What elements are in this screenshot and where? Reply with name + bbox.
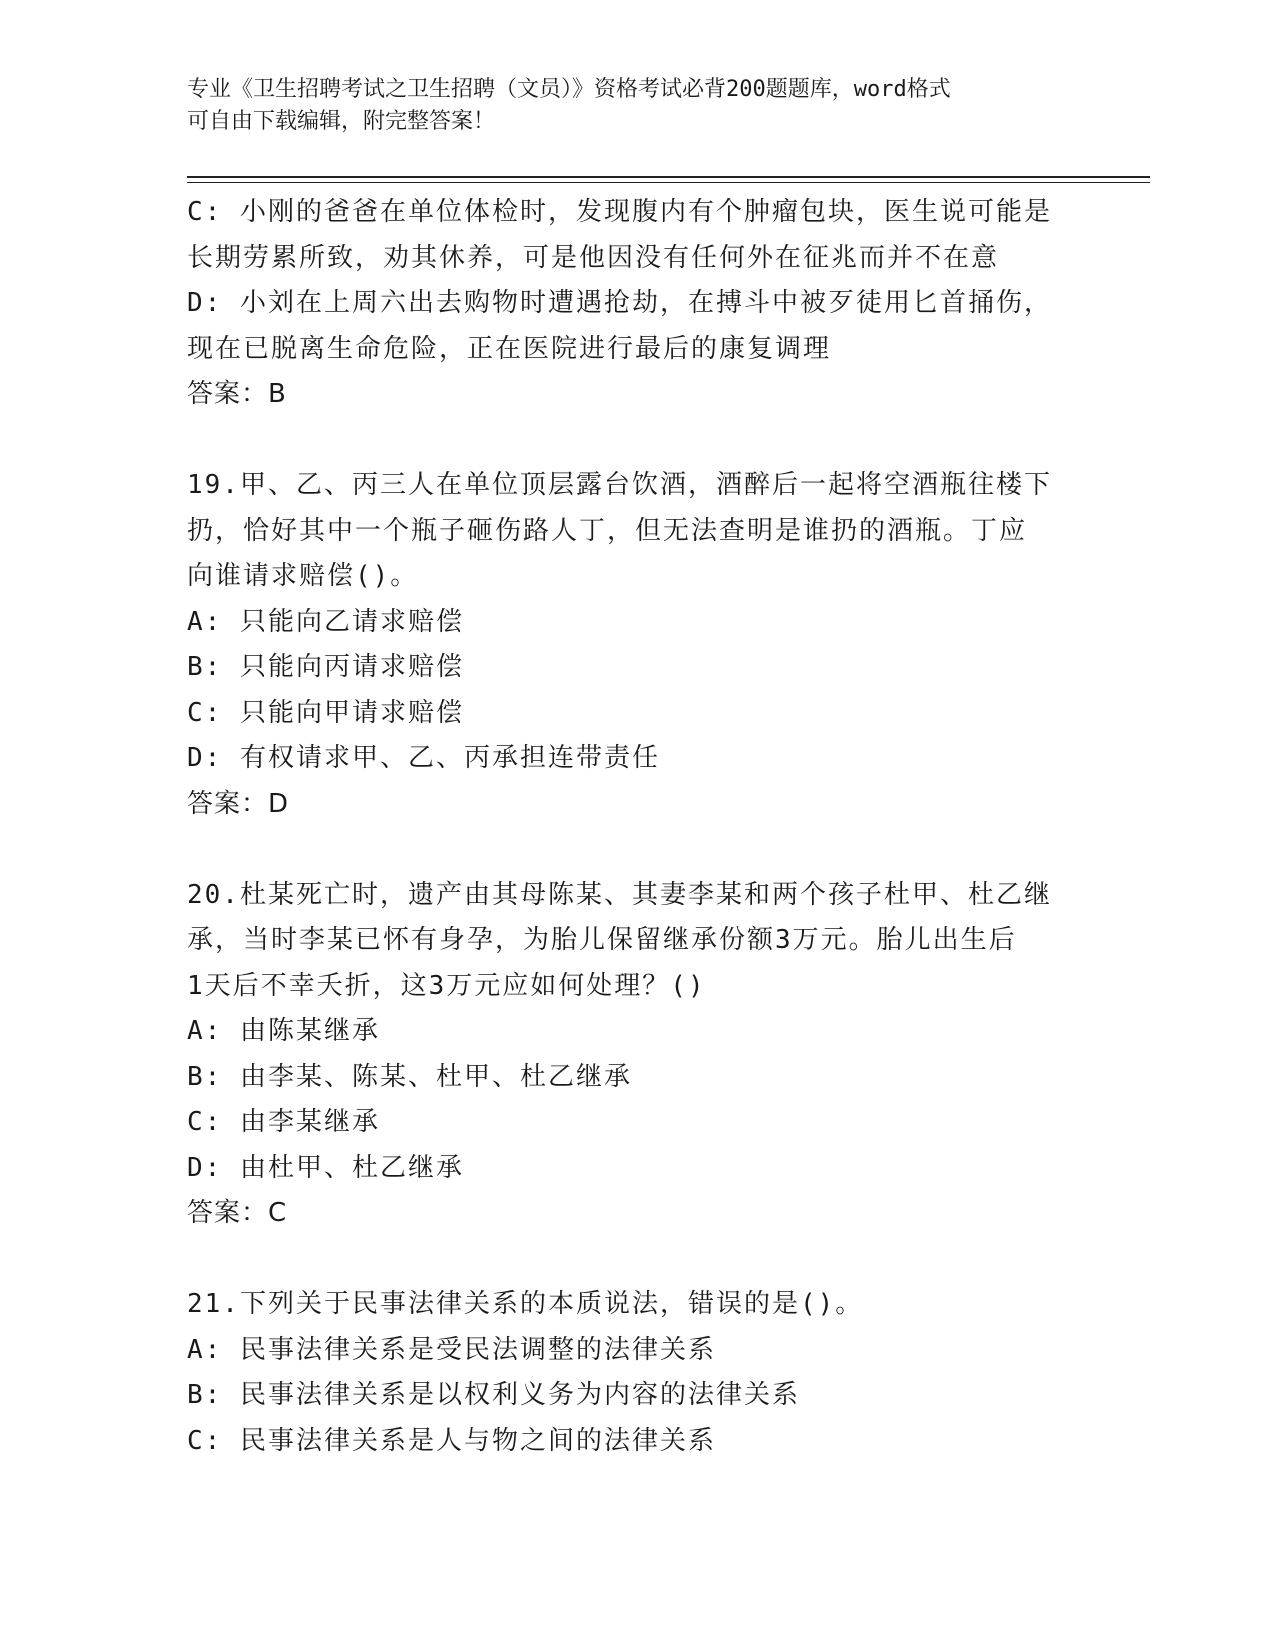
q18-option-d-line-1: D: 小刘在上周六出去购物时遭遇抢劫，在搏斗中被歹徒用匕首捅伤， xyxy=(187,288,1052,318)
spacer xyxy=(187,827,1087,873)
header-divider-thick xyxy=(187,176,1150,178)
header-title-line-1: 专业《卫生招聘考试之卫生招聘（文员）》资格考试必背200题题库，word格式 xyxy=(187,77,951,102)
q20-option-c: C: 由李某继承 xyxy=(187,1107,380,1137)
q20-answer: 答案：C xyxy=(187,1198,288,1228)
q18-option-c-line-1: C: 小刚的爸爸在单位体检时，发现腹内有个肿瘤包块，医生说可能是 xyxy=(187,197,1052,227)
question-20 xyxy=(187,873,1087,1237)
q21-option-a: A: 民事法律关系是受民法调整的法律关系 xyxy=(187,1334,716,1365)
q19-option-c: C: 只能向甲请求赔偿 xyxy=(187,697,464,728)
question-21 xyxy=(187,1282,1087,1464)
q19-option-d: D: 有权请求甲、乙、丙承担连带责任 xyxy=(187,743,660,773)
q20-stem-line-2: 承，当时李某已怀有身孕，为胎儿保留继承份额3万元。胎儿出生后 xyxy=(187,925,1017,955)
header-divider-thin xyxy=(187,182,1150,183)
q19-option-b: B: 只能向丙请求赔偿 xyxy=(187,652,464,682)
header-title-line-2: 可自由下载编辑，附完整答案！ xyxy=(187,109,496,134)
spacer xyxy=(187,418,1087,464)
q20-stem-line-1: 20.杜某死亡时，遗产由其母陈某、其妻李某和两个孩子杜甲、杜乙继 xyxy=(187,879,1052,910)
question-18 xyxy=(187,190,1087,418)
q20-stem-line-3: 1天后不幸夭折，这3万元应如何处理？() xyxy=(187,970,706,1001)
q20-option-d: D: 由杜甲、杜乙继承 xyxy=(187,1152,464,1183)
q19-stem-line-1: 19.甲、乙、丙三人在单位顶层露台饮酒，酒醉后一起将空酒瓶往楼下 xyxy=(187,470,1052,500)
q18-option-c-line-2: 长期劳累所致，劝其休养，可是他因没有任何外在征兆而并不在意 xyxy=(187,242,1000,273)
q21-option-b: B: 民事法律关系是以权利义务为内容的法律关系 xyxy=(187,1380,800,1410)
document-header xyxy=(187,74,1067,138)
q19-option-a: A: 只能向乙请求赔偿 xyxy=(187,606,464,637)
q18-answer: 答案：B xyxy=(187,379,287,409)
spacer xyxy=(187,1237,1087,1283)
q21-option-c: C: 民事法律关系是人与物之间的法律关系 xyxy=(187,1425,716,1456)
q18-option-d-line-2: 现在已脱离生命危险，正在医院进行最后的康复调理 xyxy=(187,333,832,364)
question-19 xyxy=(187,463,1087,827)
q21-stem-line-1: 21.下列关于民事法律关系的本质说法，错误的是()。 xyxy=(187,1289,864,1319)
q19-answer: 答案：D xyxy=(187,788,290,819)
q19-stem-line-3: 向谁请求赔偿()。 xyxy=(187,561,419,591)
document-body xyxy=(187,190,1087,1464)
q19-stem-line-2: 扔，恰好其中一个瓶子砸伤路人丁，但无法查明是谁扔的酒瓶。丁应 xyxy=(187,515,1028,546)
q20-option-a: A: 由陈某继承 xyxy=(187,1016,380,1046)
q20-option-b: B: 由李某、陈某、杜甲、杜乙继承 xyxy=(187,1061,632,1092)
